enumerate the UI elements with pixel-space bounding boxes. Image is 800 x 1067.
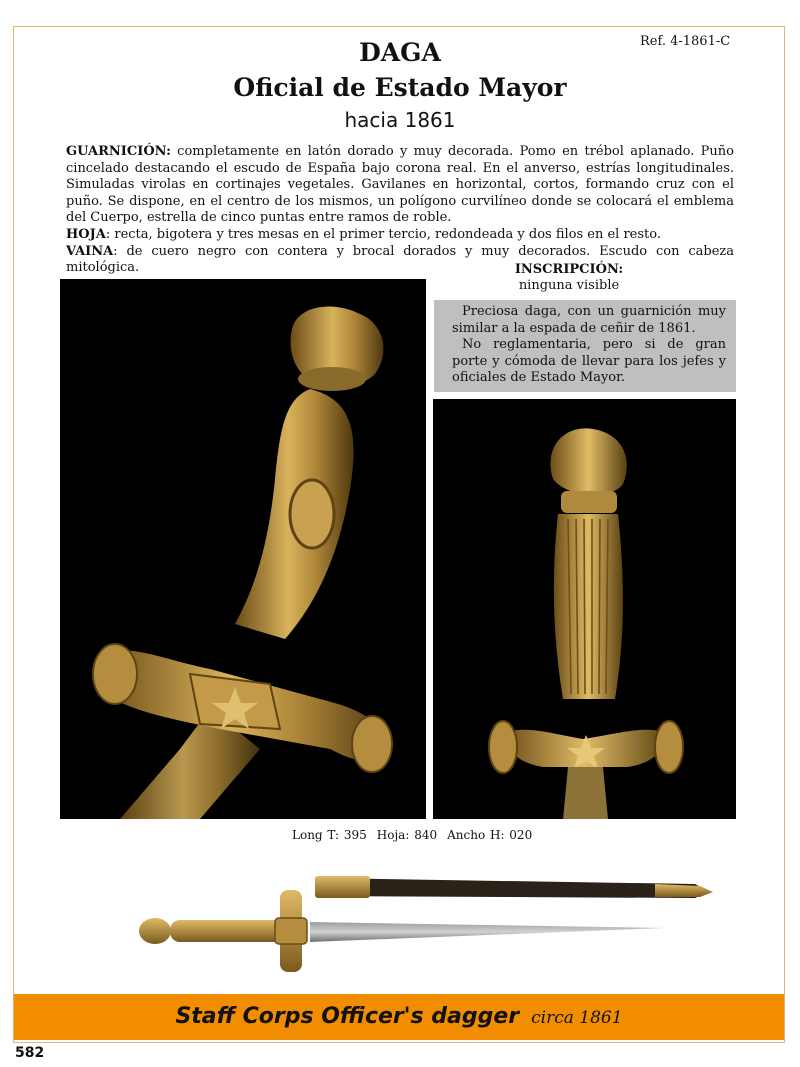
note-paragraph-1: Preciosa daga, con un guarnición muy similar a la espada de ceñir de 1861. bbox=[452, 304, 726, 336]
english-title: Staff Corps Officer's dagger bbox=[175, 1004, 520, 1029]
vaina-paragraph bbox=[66, 244, 734, 277]
inscription-label: INSCRIPCIÓN: bbox=[514, 262, 624, 277]
hoja-paragraph bbox=[66, 227, 734, 244]
guarnicion-text: completamente en latón dorado y muy decorada. Pomo en trébol aplanado. Puño cincelado destacando el escudo de España bajo corona real. En el anverso, estrías longitudinales. Simuladas virolas en cortinajes vegetales. Gavilanes en horizontal, cortos, formando cruz con el puño. Se dispone, en el centro de los mismos, un polígono curvilíneo donde se colocará el emblema del Cuerpo, estrella de cinco puntas entre ramos de roble. bbox=[66, 144, 734, 226]
hilt-closeup-illustration bbox=[60, 279, 426, 819]
dimensions bbox=[292, 828, 542, 842]
dagger-and-scabbard-illustration bbox=[135, 862, 715, 982]
guarnicion-label: GUARNICIÓN: bbox=[66, 144, 171, 159]
dagger-and-scabbard-photo bbox=[135, 862, 715, 982]
title-subtitle: Oficial de Estado Mayor bbox=[233, 73, 567, 102]
title-daga: DAGA bbox=[359, 38, 441, 67]
vaina-text: : de cuero negro con contera y brocal dorados y muy decorados. Escudo con cabeza mitológica. bbox=[66, 243, 734, 276]
vaina-label: VAINA bbox=[66, 243, 114, 259]
page-number: 582 bbox=[15, 1045, 45, 1061]
note-paragraph-2: No reglamentaria, pero si de gran porte y cómoda de llevar para los jefes y oficiales de Estado Mayor. bbox=[452, 337, 726, 386]
dimension-width: Ancho H: 020 bbox=[447, 828, 533, 842]
inscription-value: ninguna visible bbox=[518, 278, 620, 293]
hoja-text: : recta, bigotera y tres mesas en el primer tercio, redondeada y dos filos en el resto. bbox=[105, 226, 662, 242]
dimension-length: Long T: 395 bbox=[292, 828, 367, 842]
hilt-obverse-illustration bbox=[433, 399, 736, 819]
dimension-blade: Hoja: 840 bbox=[376, 828, 438, 842]
hilt-closeup-photo bbox=[60, 279, 426, 819]
guarnicion-paragraph bbox=[66, 144, 734, 227]
reference-code: Ref. 4-1861-C bbox=[640, 34, 731, 49]
banner-circa: circa 1861 bbox=[531, 1008, 623, 1028]
hilt-obverse-photo bbox=[433, 399, 736, 819]
english-title-banner bbox=[14, 994, 784, 1040]
hoja-label: HOJA bbox=[66, 226, 106, 242]
title-date: hacia 1861 bbox=[344, 108, 456, 132]
note-box bbox=[434, 300, 736, 392]
description bbox=[66, 144, 734, 277]
